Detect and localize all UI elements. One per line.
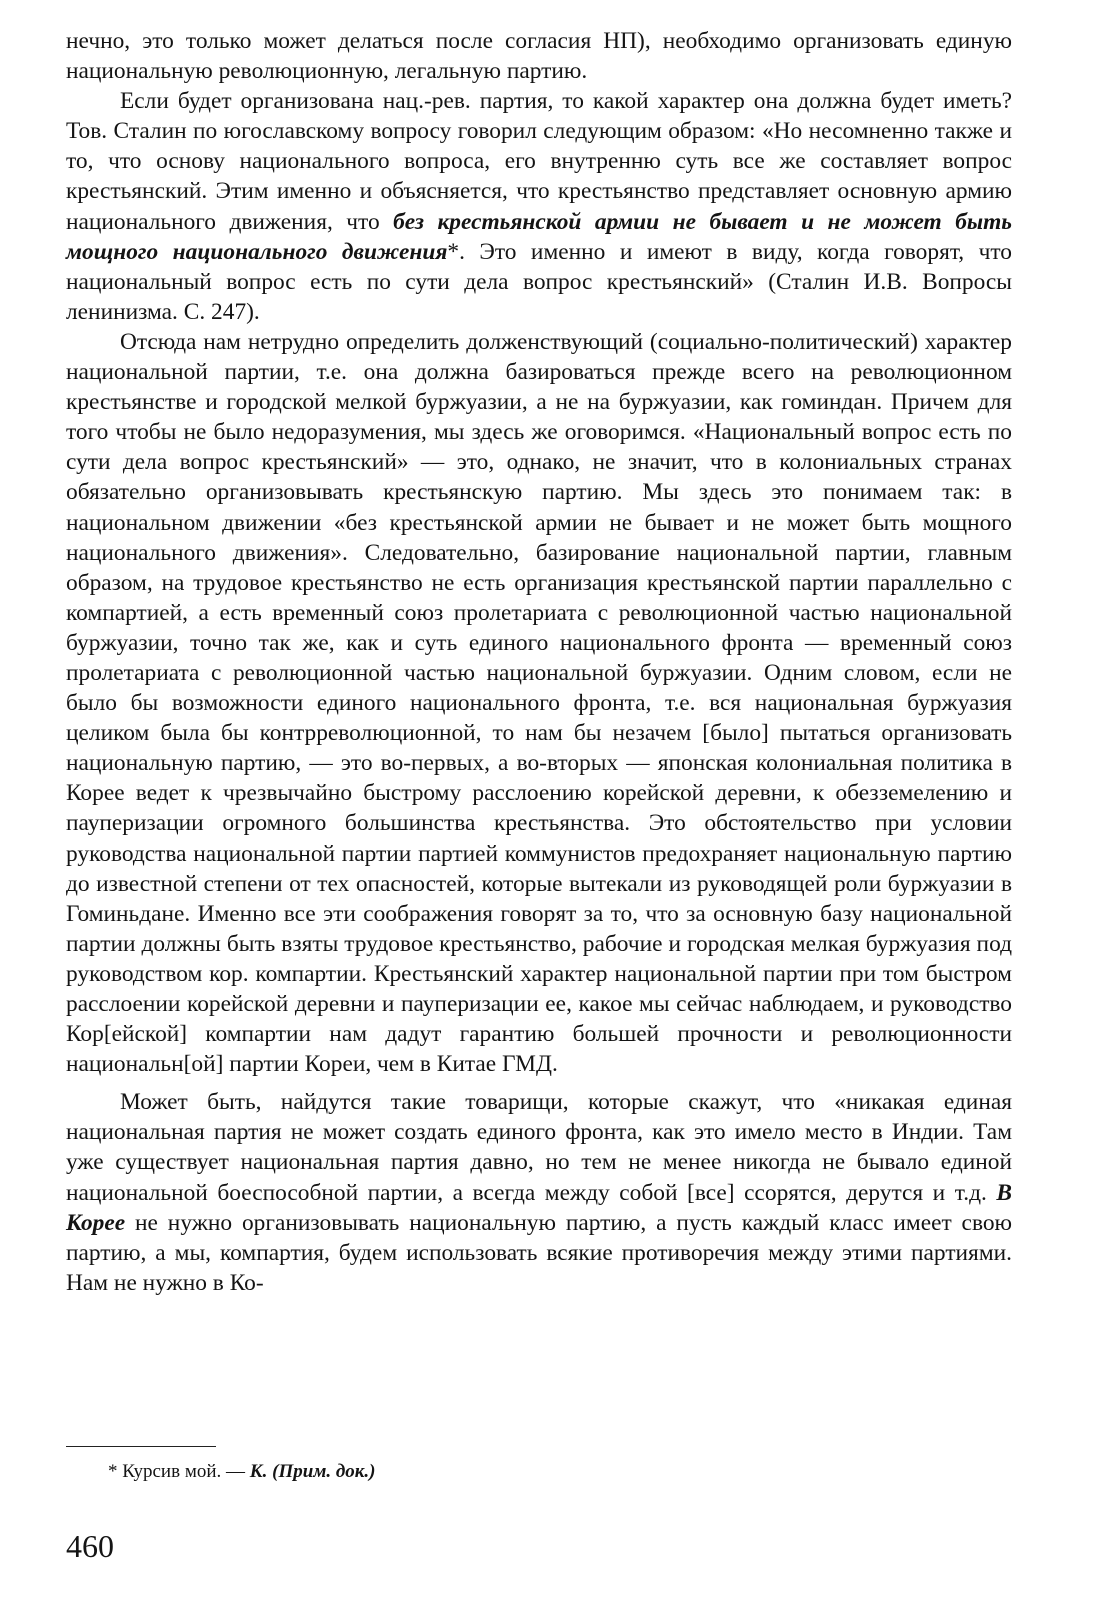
paragraph-3-italic: В Корее bbox=[66, 1179, 1012, 1236]
paragraph-1 bbox=[66, 86, 1012, 327]
page-body bbox=[66, 26, 1012, 1298]
paragraph-1-text-b: *. Это именно и имеют в виду, когда говорят, что национальный вопрос есть по сути дела вопрос крестьянский» (Сталин И.В. Вопросы ленинизма. С. 247). bbox=[66, 238, 1012, 325]
paragraph-3-text-a: Может быть, найдутся такие товарищи, которые скажут, что «никакая единая национальная партия не может создать единого фронта, как это имело место в Индии. Там уже существует национальная партия давно, но тем не менее никогда не бывало единой национальной боеспособной партии, а всегда между собой [все] ссорятся, дерутся и т.д. bbox=[66, 1089, 1012, 1206]
paragraph-2: Отсюда нам нетрудно определить долженствующий (социально-политический) характер национальной партии, т.е. она должна базироваться прежде всего на революционном крестьянстве и городской мелкой буржуазии, а не на буржуазии, как гоминдан. Причем для того чтобы не было недоразумения, мы здесь же оговоримся. «Национальный вопрос есть по сути дела вопрос крестьянский» — это, однако, не значит, что в колониальных странах обязательно организовывать крестьянскую партию. Мы здесь это понимаем так: в национальном движении «без крестьянской армии не бывает и не может быть мощного национального движения». Следовательно, базирование национальной партии, главным образом, на трудовое крестьянство не есть организация крестьянской партии параллельно с компартией, а есть временный союз пролетариата с революционной частью национальной буржуазии, точно так же, как и суть единого национального фронта — временный союз пролетариата с революционной частью национальной буржуазии. Одним словом, если не было бы возможности единого национального фронта, т.е. вся национальная буржуазия целиком была бы контрреволюционной, то нам бы незачем [было] пытаться организовать национальную партию, — это во-первых, а во-вторых — японская колониальная политика в Корее ведет к чрезвычайно быстрому расслоению корейской деревни, к обезземелению и пауперизации огромного большинства крестьянства. Это обстоятельство при условии руководства национальной партии партией коммунистов предохраняет национальную партию до известной степени от тех опасностей, которые вытекали из руководящей роли буржуазии в Гоминьдане. Именно все эти соображения говорят за то, что за основную базу национальной партии должны быть взяты трудовое крестьянство, рабочие и городская мелкая буржуазия под руководством кор. компартии. Крестьянский характер национальной партии при том быстром расслоении корейской деревни и пауперизации ее, какое мы сейчас наблюдаем, и руководство Кор[ейской] компартии нам дадут гарантию большей прочности и революционности национальн[ой] партии Кореи, чем в Китае ГМД. bbox=[66, 328, 1012, 1078]
paragraph-1-text-a: Если будет организована нац.-рев. партия, то какой характер она должна будет иметь? Тов. Сталин по югославскому вопросу говорил следующим образом: «Но несомненно также и то, что основу национального вопроса, его внутренню суть все же составляет вопрос крестьянский. Этим именно и объясняется, что крестьянство представляет основную армию национального движения, что bbox=[66, 88, 1012, 235]
paragraph-3 bbox=[66, 1087, 1012, 1298]
footnote-italic: К. (Прим. док.) bbox=[249, 1461, 376, 1482]
paragraph-continuation: нечно, это только может делаться после согласия НП), необходимо организовать единую национальную революционную, легальную партию. bbox=[66, 28, 1012, 85]
footnote bbox=[108, 1460, 375, 1484]
footnote-text: * Курсив мой. — bbox=[108, 1461, 250, 1482]
page-number: 460 bbox=[66, 1528, 114, 1564]
paragraph-3-text-b: не нужно организовывать национальную партию, а пусть каждый класс имеет свою партию, а мы, компартия, будем использовать всякие противоречия между этими партиями. Нам не нужно в Ко- bbox=[66, 1209, 1012, 1296]
footnote-divider bbox=[66, 1446, 216, 1447]
paragraph-1-italic-quote: без крестьянской армии не бывает и не может быть мощного национального движения bbox=[66, 208, 1012, 265]
